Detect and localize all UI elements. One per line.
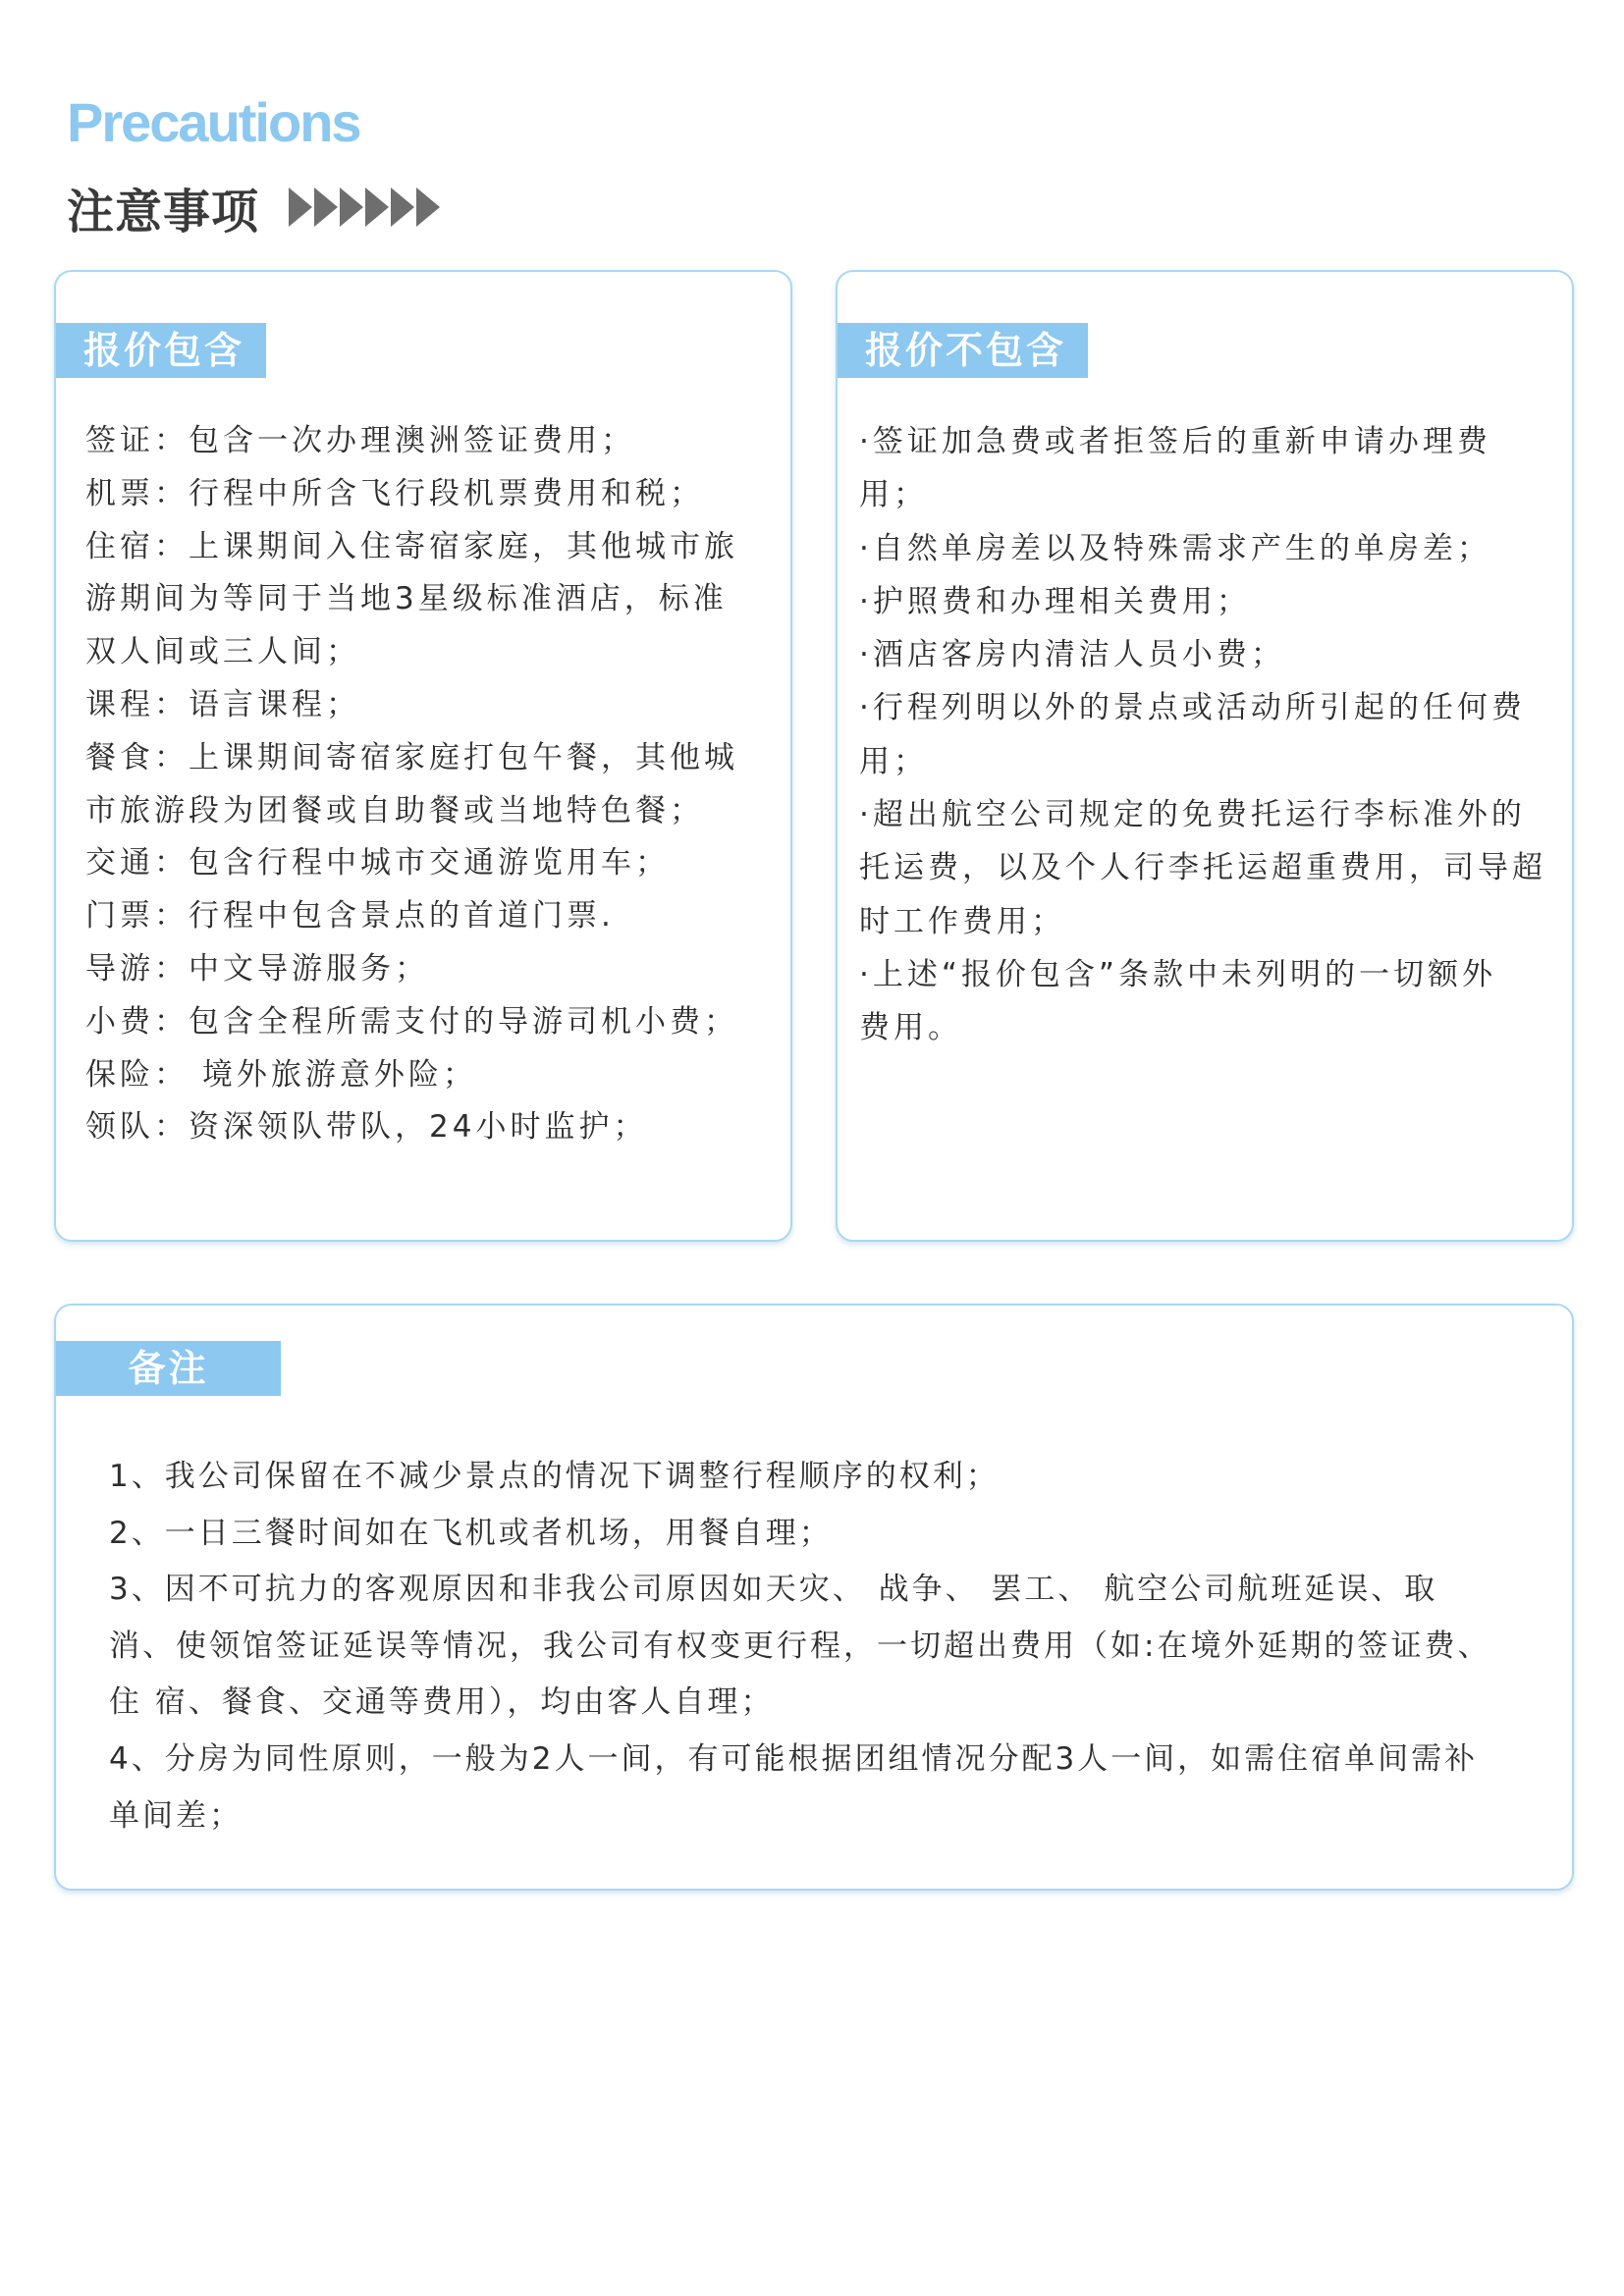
play-arrow-icon (416, 187, 440, 227)
list-item: ·上述“报价包含”条款中未列明的一切额外 (859, 956, 1496, 992)
page-title-row (67, 173, 442, 241)
arrow-icons (289, 187, 442, 227)
notes-list (109, 1449, 1490, 1844)
list-item: 门票：行程中包含景点的首道门票. (85, 898, 615, 934)
page-title-cn: 注意事项 (67, 184, 260, 240)
play-arrow-icon (314, 187, 338, 227)
list-item: 签证：包含一次办理澳洲签证费用； (85, 423, 635, 458)
play-arrow-icon (289, 187, 312, 227)
list-item: 1、我公司保留在不减少景点的情况下调整行程顺序的权利； (109, 1459, 1000, 1494)
list-item: ·超出航空公司规定的免费托运行李标准外的 (859, 797, 1526, 833)
excludes-list (859, 415, 1546, 1055)
list-item: 小费：包含全程所需支付的导游司机小费； (85, 1003, 738, 1040)
list-item: 双人间或三人间； (85, 634, 360, 670)
list-item: 住 宿、餐食、交通等费用），均由客人自理； (109, 1684, 775, 1721)
list-item: 用； (859, 743, 928, 779)
list-item: 费用。 (859, 1010, 962, 1046)
list-item: 市旅游段为团餐或自助餐或当地特色餐； (85, 792, 704, 828)
includes-list (85, 415, 738, 1154)
play-arrow-icon (340, 187, 363, 227)
list-item: 住宿：上课期间入住寄宿家庭，其他城市旅 (85, 528, 738, 564)
list-item: ·酒店客房内清洁人员小费； (859, 637, 1285, 673)
list-item: 领队：资深领队带队，24小时监护； (85, 1109, 648, 1146)
list-item: 3、因不可抗力的客观原因和非我公司原因如天灾、 战争、 罢工、 航空公司航班延误、取 (109, 1572, 1438, 1608)
section-tag: 报价包含 (56, 323, 266, 378)
list-item: ·护照费和办理相关费用； (859, 583, 1251, 619)
list-item: 交通：包含行程中城市交通游览用车； (85, 845, 670, 881)
page-title-en: Precautions (67, 91, 360, 153)
section-tag: 报价不包含 (838, 323, 1088, 378)
list-item: 用； (859, 477, 928, 513)
list-item: 导游：中文导游服务； (85, 950, 429, 987)
list-item: ·自然单房差以及特殊需求产生的单房差； (859, 530, 1491, 566)
list-item: 2、一日三餐时间如在飞机或者机场，用餐自理； (109, 1515, 833, 1551)
list-item: 4、分房为同性原则，一般为2人一间，有可能根据团组情况分配3人一间，如需住宿单间需补 (109, 1740, 1479, 1777)
list-item: 托运费，以及个人行李托运超重费用，司导超 (859, 850, 1546, 886)
list-item: 消、使领馆签证延误等情况，我公司有权变更行程，一切超出费用（如:在境外延期的签证费、 (109, 1628, 1491, 1664)
list-item: 时工作费用； (859, 903, 1065, 939)
play-arrow-icon (365, 187, 389, 227)
list-item: 机票：行程中所含飞行段机票费用和税； (85, 475, 704, 511)
list-item: 餐食：上课期间寄宿家庭打包午餐，其他城 (85, 739, 738, 775)
list-item: 游期间为等同于当地3星级标准酒店，标准 (85, 581, 728, 617)
section-tag: 备注 (56, 1341, 281, 1396)
play-arrow-icon (391, 187, 414, 227)
notes-card (54, 1304, 1574, 1891)
list-item: 保险： 境外旅游意外险； (85, 1056, 477, 1093)
list-item: 课程：语言课程； (85, 686, 360, 722)
list-item: ·行程列明以外的景点或活动所引起的任何费 (859, 690, 1526, 726)
list-item: 单间差； (109, 1797, 243, 1834)
list-item: ·签证加急费或者拒签后的重新申请办理费 (859, 424, 1491, 459)
price-includes-card (54, 270, 792, 1242)
price-excludes-card (836, 270, 1574, 1242)
